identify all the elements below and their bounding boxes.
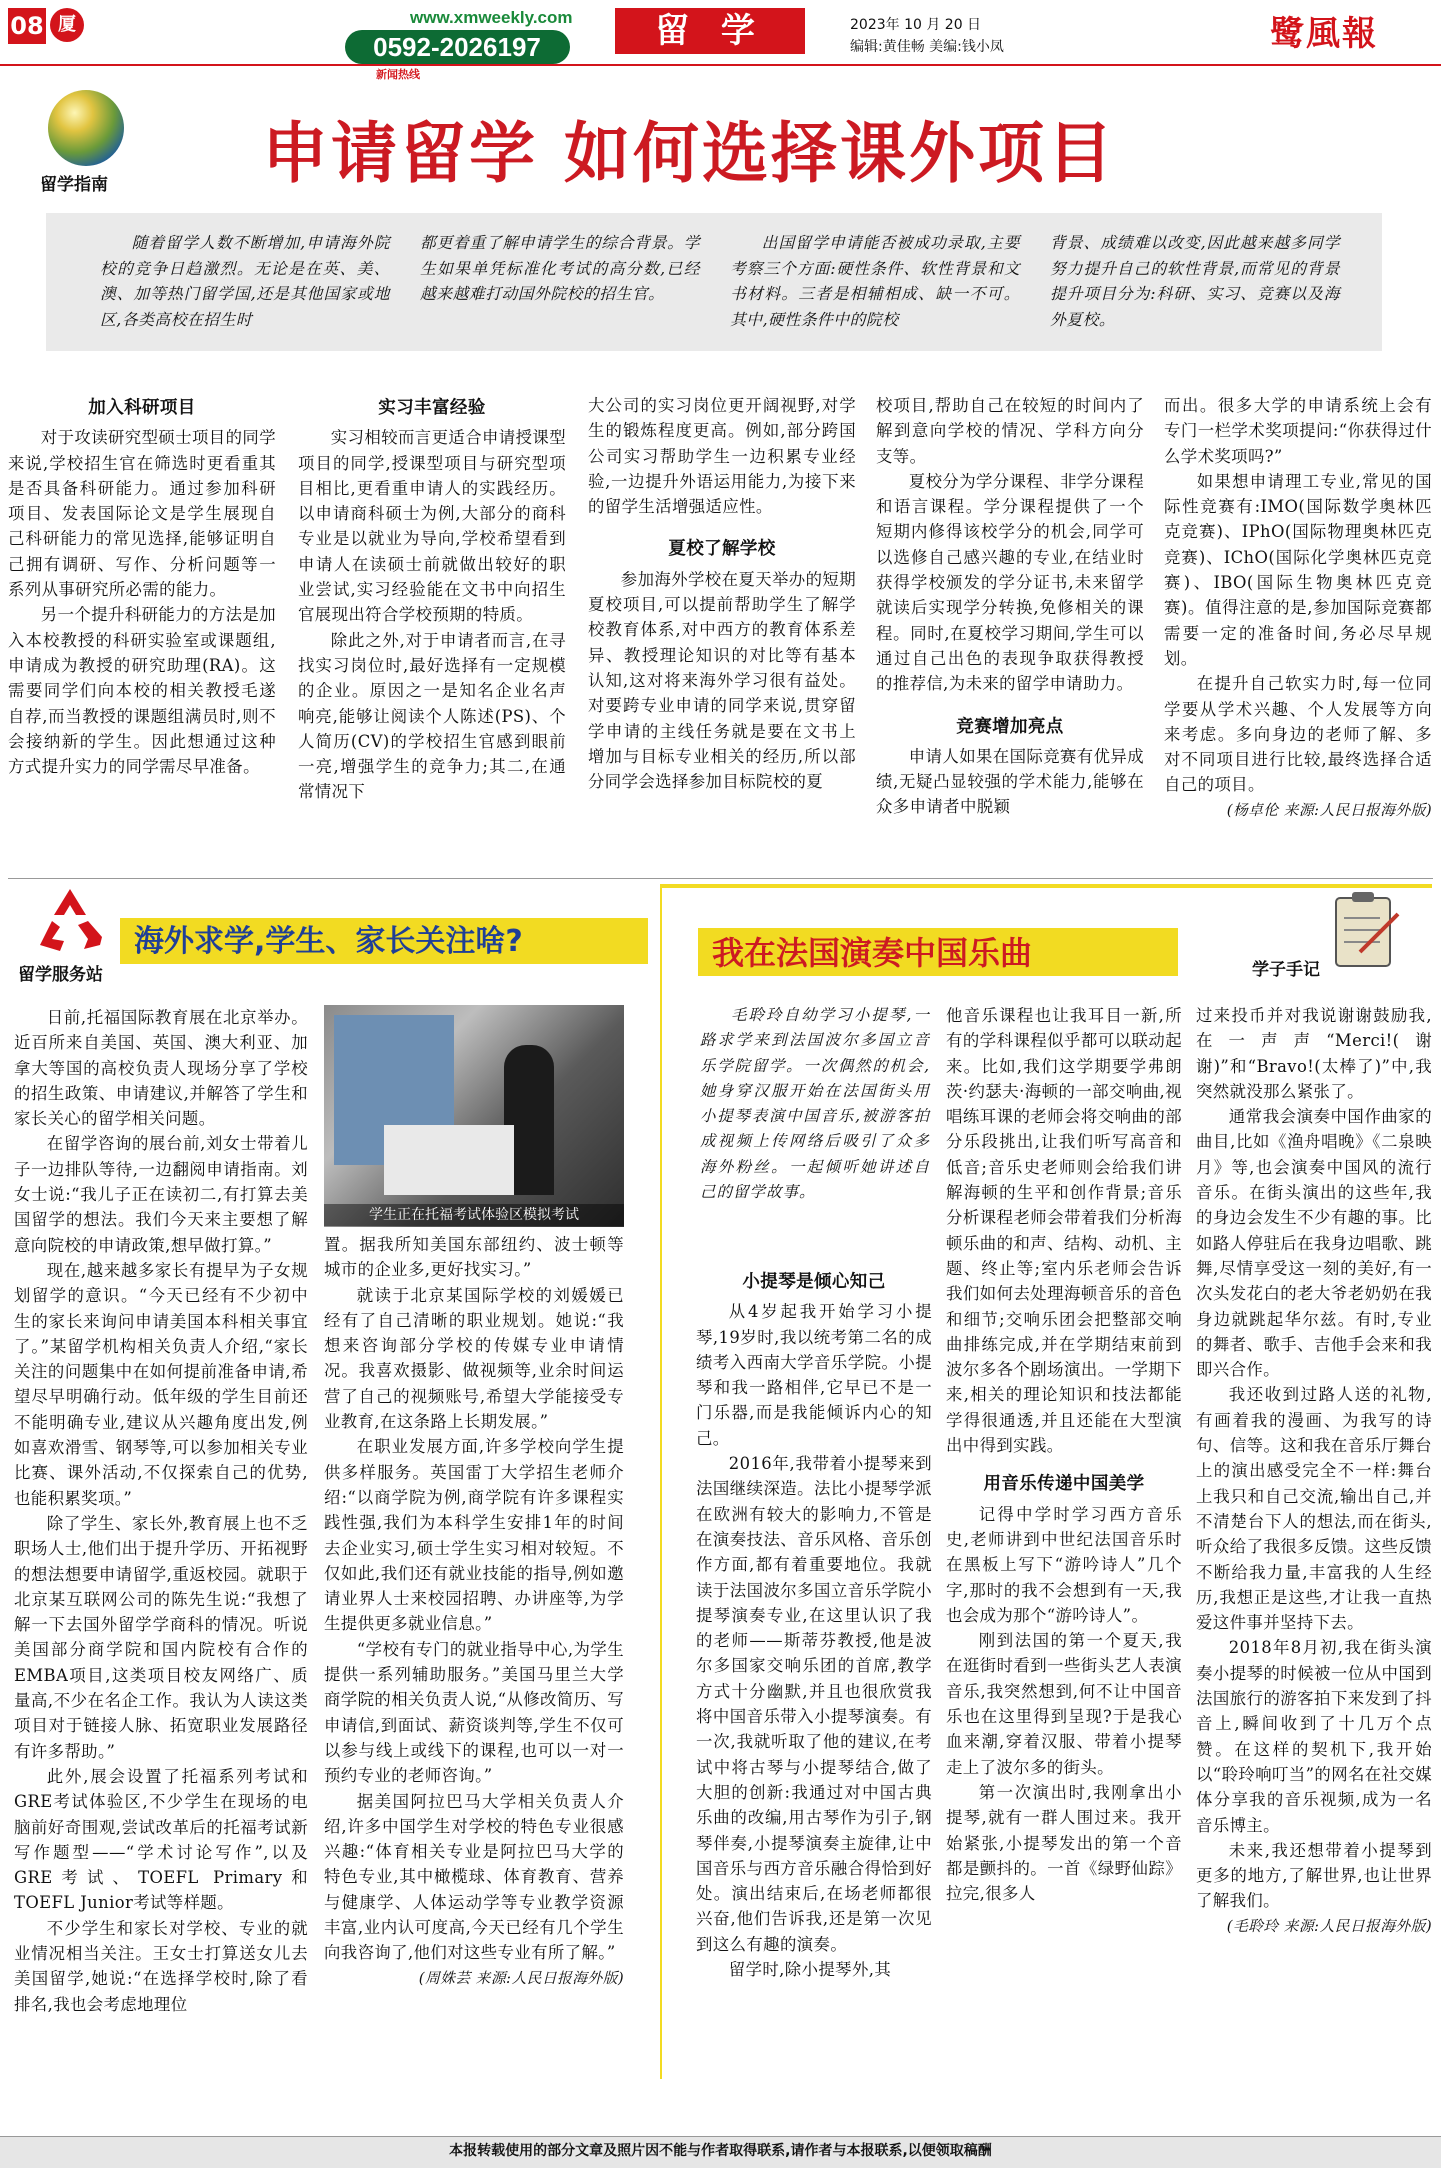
paragraph: 现在,越来越多家长有提早为子女规划留学的意识。“今天已经有不少初中生的家长来询问申请美国本科相关事宜了。”某留学机构相关负责人介绍,“家长关注的问题集中在如何提前准备申请,希望尽早明确行动。低年级的学生目前还不能明确专业,建议从兴趣角度出发,例如喜欢滑雪、钢琴等,可以参加相关专业比赛、课外活动,不仅探索自己的优势,也能积累奖项。” bbox=[14, 1260, 308, 1508]
article1-column-2 bbox=[298, 390, 566, 805]
paragraph: 对于攻读研究型硕士项目的同学来说,学校招生官在筛选时更看重其是否具备科研能力。通过参加科研项目、发表国际论文是学生展现自己科研能力的常见选择,能够证明自己拥有调研、写作、分析问题等一系列从事研究所必需的能力。 bbox=[8, 428, 276, 600]
masthead-logo: 鹭風報 bbox=[1270, 14, 1378, 54]
article2-label: 留学服务站 bbox=[18, 965, 103, 985]
article1-title: 申请留学 如何选择课外项目 bbox=[262, 115, 1116, 192]
lead-paragraph: 毛聆玲自幼学习小提琴,一路求学来到法国波尔多国立音乐学院留学。一次偶然的机会,她身穿汉服开始在法国街头用小提琴表演中国音乐,被游客拍成视频上传网络后吸引了众多海外粉丝。一起倾听她讲述自己的留学故事。 bbox=[700, 1006, 930, 1202]
article2-column-1 bbox=[14, 1005, 308, 2017]
article3-column-2 bbox=[946, 1003, 1182, 1906]
article1-column-5 bbox=[1164, 393, 1432, 823]
article1-intro-3: 出国留学申请能否被成功录取,主要考察三个方面:硬性条件、软性背景和文书材料。三者是相辅相成、缺一不可。其中,硬性条件中的院校 bbox=[730, 233, 1020, 329]
source-credit: (周姝芸 来源:人民日报海外版) bbox=[418, 1969, 624, 1987]
paragraph: 2016年,我带着小提琴来到法国继续深造。法比小提琴学派在欧洲有较大的影响力,不管是在演奏技法、音乐风格、音乐创作方面,都有着重要地位。我就读于法国波尔多国立音乐学院小提琴演奏专业,在这里认识了我的老师——斯蒂芬教授,他是波尔多国家交响乐团的首席,教学方式十分幽默,并且也很欣赏我将中国音乐带入小提琴演奏。有一次,我就听取了他的建议,在考试中将古琴与小提琴结合,做了大胆的创新:我通过对中国古典乐曲的改编,用古琴作为引子,钢琴伴奏,小提琴演奏主旋律,让中国音乐与西方音乐融合得恰到好处。演出结束后,在场老师都很兴奋,他们告诉我,还是第一次见到这么有趣的演奏。 bbox=[696, 1454, 932, 1954]
paragraph: 记得中学时学习西方音乐史,老师讲到中世纪法国音乐时在黑板上写下“游吟诗人”几个字,那时的我不会想到有一天,我也会成为那个“游吟诗人”。 bbox=[946, 1504, 1182, 1625]
photo-screen bbox=[384, 1125, 514, 1195]
hotline-number: 0592-2026197 bbox=[373, 32, 541, 62]
page-badge bbox=[50, 8, 84, 42]
subheading: 实习丰富经验 bbox=[378, 398, 486, 418]
source-credit: (毛聆玲 来源:人民日报海外版) bbox=[1226, 1917, 1432, 1935]
paragraph: 如果想申请理工专业,常见的国际性竞赛有:IMO(国际数学奥林匹克竞赛)、IPhO(国际物理奥林匹克竞赛)、IChO(国际化学奥林匹克竞赛)、IBO(国际生物奥林匹克竞赛)。值得注意的是,参加国际竞赛都需要一定的准备时间,务必尽早规划。 bbox=[1164, 471, 1432, 668]
paragraph: 过来投币并对我说谢谢鼓励我,在一声声“Merci!(谢谢)”和“Bravo!(太棒了)”中,我突然就没那么紧张了。 bbox=[1196, 1006, 1432, 1101]
article3-top-border bbox=[660, 884, 1432, 888]
section-divider bbox=[8, 878, 1433, 879]
article1-label: 留学指南 bbox=[40, 175, 108, 195]
paragraph: 参加海外学校在夏天举办的短期夏校项目,可以提前帮助学生了解学校教育体系,对中西方的教育体系差异、教授理论知识的对比等有基本认知,这对将来海外学习很有益处。对要跨专业申请的同学来说,贯穿留学申请的主线任务就是要在文书上增加与目标专业相关的经历,所以部分同学会选择参加目标院校的夏 bbox=[588, 569, 856, 792]
subheading: 用音乐传递中国美学 bbox=[983, 1474, 1145, 1495]
paragraph: 而出。很多大学的申请系统上会有专门一栏学术奖项提问:“你获得过什么学术奖项吗?” bbox=[1164, 396, 1432, 466]
paragraph: “学校有专门的就业指导中心,为学生提供一系列辅助服务。”美国马里兰大学商学院的相关负责人说,“从修改简历、写申请信,到面试、薪资谈判等,学生不仅可以参与线上或线下的课程,也可以一对一预约专业的老师咨询。” bbox=[324, 1639, 624, 1786]
paragraph: 另一个提升科研能力的方法是加入本校教授的科研实验室或课题组,申请成为教授的研究助理(RA)。这需要同学们向本校的相关教授毛遂自荐,而当教授的课题组满员时,则不会接纳新的学生。因此想通过这种方式提升实力的同学需尽早准备。 bbox=[8, 605, 276, 777]
paragraph: 未来,我还想带着小提琴到更多的地方,了解世界,也让世界了解我们。 bbox=[1196, 1840, 1432, 1911]
article1-column-4 bbox=[876, 393, 1144, 820]
paragraph: 就读于北京某国际学校的刘媛媛已经有了自己清晰的职业规划。她说:“我想来咨询部分学校的传媒专业申请情况。我喜欢摄影、做视频等,业余时间运营了自己的视频账号,希望大学能接受专业教育,在这条路上长期发展。” bbox=[324, 1285, 624, 1432]
article1-column-3 bbox=[588, 393, 856, 794]
article3-column-1 bbox=[696, 1264, 932, 1982]
photo-caption: 学生正在托福考试体验区模拟考试 bbox=[324, 1204, 624, 1226]
clipboard-icon bbox=[1330, 890, 1402, 970]
paragraph: 夏校分为学分课程、非学分课程和语言课程。学分课程提供了一个短期内修得该校学分的机会,同学可以选修自己感兴趣的专业,在结业时获得学校颁发的学分证书,未来留学就读后实现学分转换,免修相关的课程。同时,在夏校学习期间,学生可以通过自己出色的表现争取获得教授的推荐信,为未来的留学申请助力。 bbox=[876, 471, 1144, 694]
page-number-box bbox=[8, 8, 46, 44]
paragraph: 在留学咨询的展台前,刘女士带着儿子一边排队等待,一边翻阅申请指南。刘女士说:“我儿子正在读初二,有打算去美国留学的想法。我们今天来主要想了解意向院校的申请政策,想早做打算。” bbox=[14, 1134, 308, 1255]
section-title: 留 学 bbox=[655, 11, 765, 51]
article3-label: 学子手记 bbox=[1252, 960, 1320, 980]
article2-photo bbox=[324, 1005, 624, 1227]
article2-title: 海外求学,学生、家长关注啥? bbox=[134, 924, 523, 959]
article1-intro-4: 背景、成绩难以改变,因此越来越多同学努力提升自己的软性背景,而常见的背景提升项目分为:科研、实习、竞赛以及海外夏校。 bbox=[1050, 233, 1340, 329]
paragraph: 留学时,除小提琴外,其 bbox=[728, 1960, 892, 1980]
article3-title: 我在法国演奏中国乐曲 bbox=[712, 934, 1033, 972]
article2-column-2 bbox=[324, 1232, 624, 1991]
article1-intro-2: 都更着重了解申请学生的综合背景。学生如果单凭标准化考试的高分数,已经越来越难打动国外院校的招生官。 bbox=[420, 233, 700, 303]
article3-column-3 bbox=[1196, 1003, 1432, 1939]
paragraph: 从4岁起我开始学习小提琴,19岁时,我以统考第二名的成绩考入西南大学音乐学院。小提琴和我一路相伴,它早已不是一门乐器,而是我能倾诉内心的知己。 bbox=[696, 1302, 932, 1448]
paragraph: 据美国阿拉巴马大学相关负责人介绍,许多中国学生对学校的特色专业很感兴趣:“体育相关专业是阿拉巴马大学的特色专业,其中橄榄球、体育教育、营养与健康学、人体运动学等专业教学资源丰富,业内认可度高,今天已经有几个学生向我咨询了,他们对这些专业有所了解。” bbox=[324, 1791, 624, 1963]
subheading: 夏校了解学校 bbox=[668, 539, 776, 560]
subheading: 小提琴是倾心知己 bbox=[742, 1272, 886, 1292]
paragraph: 在职业发展方面,许多学校向学生提供多样服务。英国雷丁大学招生老师介绍:“以商学院为例,商学院有许多课程实践性强,我们为本科学生安排1年的时间去企业实习,硕士学生实习相对较短。不仅如此,我们还有就业技能的指导,例如邀请业界人士来校园招聘、办讲座等,为学生提供更多就业信息。” bbox=[324, 1437, 624, 1634]
article3-left-border bbox=[660, 884, 662, 2079]
website-url: www.xmweekly.com bbox=[410, 8, 573, 27]
paragraph: 通常我会演奏中国作曲家的曲目,比如《渔舟唱晚》《二泉映月》等,也会演奏中国风的流行音乐。在街头演出的这些年,我的身边会发生不少有趣的事。比如路人停驻后在我身边唱歌、跳舞,尽情享受这一刻的美好,有一次头发花白的老大爷老奶奶在我身边就跳起华尔兹。有时,专业的舞者、歌手、吉他手会来和我即兴合作。 bbox=[1196, 1107, 1432, 1380]
page-number: 08 bbox=[10, 12, 44, 40]
globe-icon bbox=[48, 90, 124, 166]
paragraph: 实习相较而言更适合申请授课型项目的同学,授课型项目与研究型项目相比,更看重申请人的实践经历。以申请商科硕士为例,大部分的商科专业是以就业为导向,学校希望看到申请人在读硕士前就做出较好的职业尝试,实习经验能在文书中向招生官展现出符合学校预期的特质。 bbox=[298, 428, 566, 625]
paragraph: 刚到法国的第一个夏天,我在逛街时看到一些街头艺人表演音乐,我突然想到,何不让中国音乐也在这里得到呈现?于是我心血来潮,穿着汉服、带着小提琴走上了波尔多的街头。 bbox=[946, 1631, 1182, 1777]
paragraph: 大公司的实习岗位更开阔视野,对学生的锻炼程度更高。例如,部分跨国公司实习帮助学生一边积累专业经验,一边提升外语运用能力,为接下来的留学生活增强适应性。 bbox=[588, 396, 856, 517]
paragraph: 第一次演出时,我刚拿出小提琴,就有一群人围过来。我开始紧张,小提琴发出的第一个音都是颤抖的。一首《绿野仙踪》拉完,很多人 bbox=[946, 1782, 1182, 1904]
paragraph: 置。据我所知美国东部纽约、波士顿等城市的企业多,更好找实习。” bbox=[324, 1235, 624, 1280]
paragraph: 日前,托福国际教育展在北京举办。近百所来自美国、英国、澳大利亚、加拿大等国的高校负责人现场分享了学校的招生政策、申请建议,并解答了学生和家长关心的留学相关问题。 bbox=[14, 1008, 308, 1129]
paragraph: 此外,展会设置了托福系列考试和GRE考试体验区,不少学生在现场的电脑前好奇围观,尝试改革后的托福考试新写作题型——“学术讨论写作”,以及GRE考试、TOEFL Primary和 TOEFL Junior考试等样题。 bbox=[14, 1766, 308, 1913]
source-credit: (杨卓伦 来源:人民日报海外版) bbox=[1226, 801, 1432, 819]
paragraph: 在提升自己软实力时,每一位同学要从学术兴趣、个人发展等方向来考虑。多向身边的老师了解、多对不同项目进行比较,最终选择合适自己的项目。 bbox=[1164, 674, 1432, 795]
page-badge-text: 厦 bbox=[58, 14, 76, 35]
footer-note: 本报转载使用的部分文章及照片因不能与作者取得联系,请作者与本报联系,以便领取稿酬 bbox=[449, 2143, 992, 2159]
article3-lead bbox=[700, 1003, 930, 1205]
header-rule bbox=[0, 64, 1441, 66]
paragraph: 除了学生、家长外,教育展上也不乏职场人士,他们出于提升学历、开拓视野的想法想要申请留学,重返校园。就职于北京某互联网公司的陈先生说:“我想了解一下去国外留学学商科的情况。听说美国部分商学院和国内院校有合作的EMBA项目,这类项目校友网络广、质量高,不少在名企工作。我认为人读这类项目对于链接人脉、拓宽职业发展路径有许多帮助。” bbox=[14, 1513, 308, 1761]
paragraph: 我还收到过路人送的礼物,有画着我的漫画、为我写的诗句、信等。这和我在音乐厅舞台上的演出感受完全不一样:舞台上我只和自己交流,输出自己,并不清楚台下人的想法,而在街头,听众给了我很多反馈。这些反馈不断给我力量,丰富我的人生经历,我想正是这些,才让我一直热爱这件事并坚持下去。 bbox=[1196, 1385, 1432, 1633]
article1-intro-1: 随着留学人数不断增加,申请海外院校的竞争日趋激烈。无论是在英、美、澳、加等热门留学国,还是其他国家或地区,各类高校在招生时 bbox=[100, 233, 390, 329]
paragraph: 2018年8月初,我在街头演奏小提琴的时候被一位从中国到法国旅行的游客拍下来发到了抖音上,瞬间收到了十几万个点赞。在这样的契机下,我开始以“聆玲响叮当”的网名在社交媒体分享我的音乐视频,成为一名音乐博主。 bbox=[1196, 1638, 1432, 1835]
paragraph: 除此之外,对于申请者而言,在寻找实习岗位时,最好选择有一定规模的企业。原因之一是知名企业名声响亮,能够让阅读个人陈述(PS)、个人简历(CV)的学校招生官感到眼前一亮,增强学生的竞争力;其二,在通常情况下 bbox=[298, 630, 566, 802]
hotline-label: 新闻热线 bbox=[376, 68, 420, 81]
subheading: 竞赛增加亮点 bbox=[956, 716, 1064, 737]
paragraph: 不少学生和家长对学校、专业的就业情况相当关注。王女士打算送女儿去美国留学,她说:“在选择学校时,除了看排名,我也会考虑地理位 bbox=[14, 1918, 308, 2014]
recycle-icon bbox=[30, 885, 110, 955]
editors: 编辑:黄佳畅 美编:钱小凤 bbox=[850, 39, 1004, 55]
paragraph: 校项目,帮助自己在较短的时间内了解到意向学校的情况、学科方向分支等。 bbox=[876, 396, 1144, 466]
paragraph: 申请人如果在国际竞赛有优异成绩,无疑凸显较强的学术能力,能够在众多申请者中脱颖 bbox=[876, 746, 1144, 817]
article1-column-1 bbox=[8, 390, 276, 779]
paragraph: 他音乐课程也让我耳目一新,所有的学科课程似乎都可以联动起来。比如,我们这学期要学弗朗茨·约瑟夫·海顿的一部交响曲,视唱练耳课的老师会将交响曲的部分乐段挑出,让我们听写高音和低音;音乐史老师则会给我们讲解海顿的生平和创作背景;音乐分析课程老师会带着我们分析海顿乐曲的和声、结构、动机、主题、终止等;室内乐老师会告诉我们如何去处理海顿音乐的音色和细节;交响乐团会把整部交响曲排练完成,并在学期结束前到波尔多各个剧场演出。一学期下来,相关的理论知识和技法都能学得很通透,并且还能在大型演出中得到实践。 bbox=[946, 1006, 1182, 1456]
issue-date: 2023年 10 月 20 日 bbox=[850, 17, 982, 33]
subheading: 加入科研项目 bbox=[88, 398, 196, 418]
